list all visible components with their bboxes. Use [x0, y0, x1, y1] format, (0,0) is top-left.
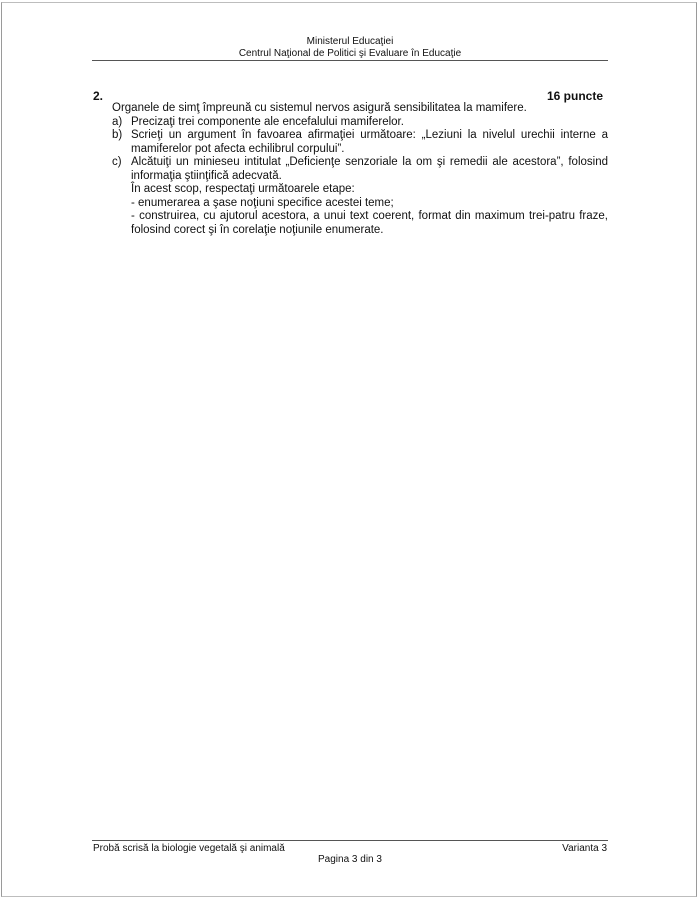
- footer-exam-title: Probă scrisă la biologie vegetală şi animală: [93, 843, 285, 854]
- item-line: Precizaţi trei componente ale encefalului mamiferelor.: [131, 115, 404, 128]
- item-letter: a): [112, 115, 123, 128]
- header-ministry: Ministerul Educaţiei: [306, 36, 394, 47]
- item-letter: b): [112, 129, 123, 141]
- question-number: 2.: [93, 89, 104, 103]
- item-text: [131, 156, 608, 237]
- question-intro: Organele de simţ împreună cu sistemul nervos asigură sensibilitatea la mamifere.: [112, 102, 527, 114]
- question-item-c: [112, 156, 608, 237]
- item-line: - construirea, cu ajutorul acestora, a unui text coerent, format din maximum trei-patru fraze, folosind corect şi în corelaţie noţiunile enumerate.: [131, 210, 608, 236]
- item-text: [131, 129, 608, 156]
- item-line: Alcătuiţi un minieseu intitulat „Deficienţe senzoriale la om şi remedii ale acestora”, folosind informaţia ştiinţifică adecvată.: [131, 156, 608, 182]
- header-center: Centrul Naţional de Politici şi Evaluare în Educaţie: [238, 48, 462, 59]
- header-divider: [92, 60, 608, 61]
- question-item-b: [112, 129, 608, 156]
- item-text: [131, 116, 608, 130]
- question-items: [112, 116, 608, 238]
- item-line: - enumerarea a şase noţiuni specifice acestei teme;: [131, 196, 394, 209]
- footer-divider: [92, 840, 608, 841]
- question-item-a: [112, 116, 608, 130]
- question-points: 16 puncte: [547, 89, 604, 103]
- question-content: [112, 102, 608, 237]
- footer-variant: Varianta 3: [562, 843, 607, 854]
- footer-page-number: Pagina 3 din 3: [318, 854, 382, 865]
- page-header: [92, 36, 608, 60]
- item-line: Scrieţi un argument în favoarea afirmaţiei următoare: „Leziuni la nivelul urechii interne a mamiferelor pot afecta echilibrul corpului”.: [131, 129, 608, 155]
- item-line: În acest scop, respectaţi următoarele etape:: [131, 183, 355, 195]
- item-letter: c): [112, 156, 122, 168]
